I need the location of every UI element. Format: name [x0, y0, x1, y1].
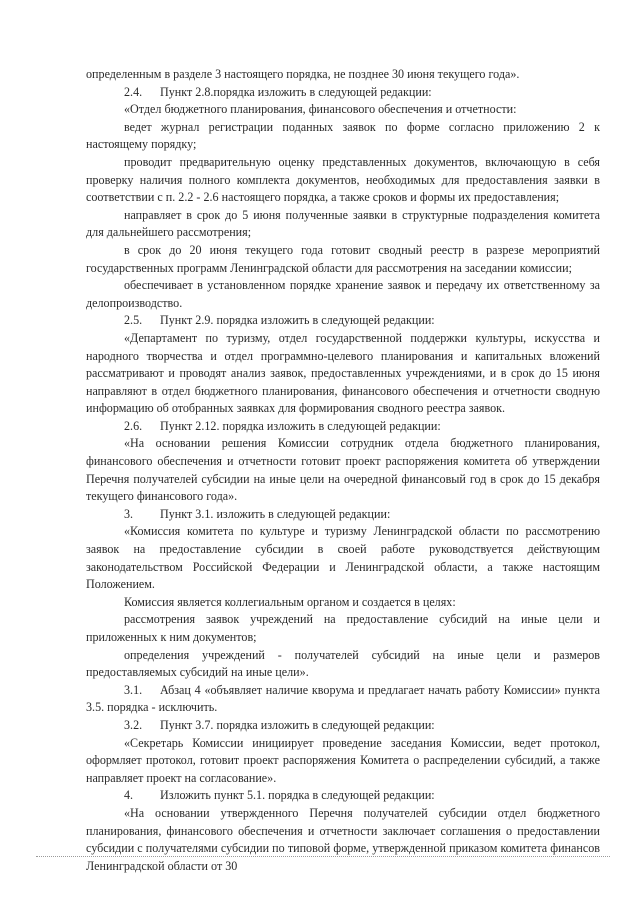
paragraph-text: «На основании утвержденного Перечня получателей субсидии отдел бюджетного планирования, финансового обеспечения и отчетности заключает соглашения о предоставлении субсидии с получателями субсидии по типовой форме, утвержденной приказом комитета финансов Ленинградской области от 30	[86, 805, 600, 873]
paragraph-text: «Департамент по туризму, отдел государственной поддержки культуры, искусства и народного творчества и отдел программно-целевого планирования и капитальных вложений рассматривают и проводят анализ заявок, предоставленных учреждениями, и в срок до 15 июня направляют в отдел бюджетного планирования, финансового обеспечения и отчетности сводную информацию об отобранных заявках для формирования сводного реестра заявок.	[86, 330, 600, 416]
paragraph	[86, 154, 600, 207]
paragraph	[86, 682, 600, 717]
paragraph	[86, 787, 600, 805]
paragraph	[86, 312, 600, 330]
paragraph-text: ведет журнал регистрации поданных заявок по форме согласно приложению 2 к настоящему порядку;	[86, 119, 600, 152]
paragraph-text: Пункт 2.8.порядка изложить в следующей редакции:	[160, 84, 432, 99]
paragraph	[86, 717, 600, 735]
paragraph	[86, 277, 600, 312]
paragraph	[86, 330, 600, 418]
paragraph	[86, 523, 600, 593]
paragraph-number: 3.	[124, 506, 134, 521]
paragraph-text: рассмотрения заявок учреждений на предоставление субсидий на иные цели и приложенных к ним документов;	[86, 612, 600, 644]
paragraph-text: проводит предварительную оценку представленных документов, включающую в себя проверку наличия полного комплекта документов, необходимых для предоставления заявки в соответствии с п. 2.2 - 2.6 настоящего порядка, а также сроков и формы их предоставления;	[86, 154, 600, 205]
paragraph-text: «На основании решения Комиссии сотрудник отдела бюджетного планирования, финансового обеспечения и отчетности готовит проект распоряжения комитета об утверждении Перечня получателей субсидии на иные цели на очередной финансовый год в срок до 15 декабря текущего финансового года».	[86, 436, 600, 504]
paragraph-number: 4.	[124, 788, 134, 803]
paragraph	[86, 66, 600, 84]
paragraph-text: определения учреждений - получателей субсидий на иные цели и размеров предоставляемых субсидий на иные цели».	[86, 647, 600, 680]
paragraph-text: Пункт 2.9. порядка изложить в следующей редакции:	[160, 313, 435, 328]
paragraph-text: Комиссия является коллегиальным органом и создается в целях:	[124, 594, 456, 609]
paragraph	[86, 84, 600, 102]
paragraph-text: Пункт 3.1. изложить в следующей редакции:	[160, 506, 391, 521]
document-page	[86, 66, 600, 875]
paragraph	[86, 506, 600, 524]
page-bottom-divider	[36, 856, 610, 857]
paragraph-text: направляет в срок до 5 июня полученные заявки в структурные подразделения комитета для дальнейшего рассмотрения;	[86, 207, 600, 240]
paragraph	[86, 594, 600, 612]
paragraph-text: определенным в разделе 3 настоящего порядка, не позднее 30 июня текущего года».	[86, 67, 520, 81]
paragraph-text: в срок до 20 июня текущего года готовит сводный реестр в разрезе мероприятий государственных программ Ленинградской области для рассмотрения на заседании комиссии;	[86, 242, 600, 275]
paragraph-text: «Отдел бюджетного планирования, финансового обеспечения и отчетности:	[124, 102, 517, 117]
paragraph-text: Пункт 2.12. порядка изложить в следующей редакции:	[160, 418, 441, 433]
paragraph-number: 3.1.	[124, 682, 143, 697]
paragraph	[86, 805, 600, 875]
paragraph-text: Изложить пункт 5.1. порядка в следующей редакции:	[160, 788, 435, 803]
paragraph-number: 2.5.	[124, 313, 143, 328]
paragraph	[86, 435, 600, 505]
paragraph	[86, 242, 600, 277]
paragraph-number: 3.2.	[124, 717, 143, 732]
paragraph	[86, 735, 600, 788]
paragraph-text: обеспечивает в установленном порядке хранение заявок и передачу их ответственному за делопроизводство.	[86, 278, 600, 310]
paragraph	[86, 647, 600, 682]
paragraph	[86, 611, 600, 646]
paragraph	[86, 418, 600, 436]
paragraph-number: 2.4.	[124, 84, 143, 99]
paragraph	[86, 207, 600, 242]
paragraph-text: «Секретарь Комиссии инициирует проведение заседания Комиссии, ведет протокол, оформляет протокол, готовит проект распоряжения Комитета о распределении субсидий, а также направляет проект на согласование».	[86, 735, 600, 785]
paragraph	[86, 101, 600, 119]
paragraph-text: «Комиссия комитета по культуре и туризму Ленинградской области по рассмотрению заявок на предоставление субсидии в своей работе руководствуется действующим законодательством Российской Федерации и Ленинградской области, а также настоящим Положением.	[86, 524, 600, 592]
paragraph-number: 2.6.	[124, 418, 143, 433]
paragraph	[86, 119, 600, 154]
paragraph-text: Пункт 3.7. порядка изложить в следующей редакции:	[160, 717, 435, 732]
paragraph-text: Абзац 4 «объявляет наличие кворума и предлагает начать работу Комиссии» пункта 3.5. порядка - исключить.	[86, 682, 600, 715]
